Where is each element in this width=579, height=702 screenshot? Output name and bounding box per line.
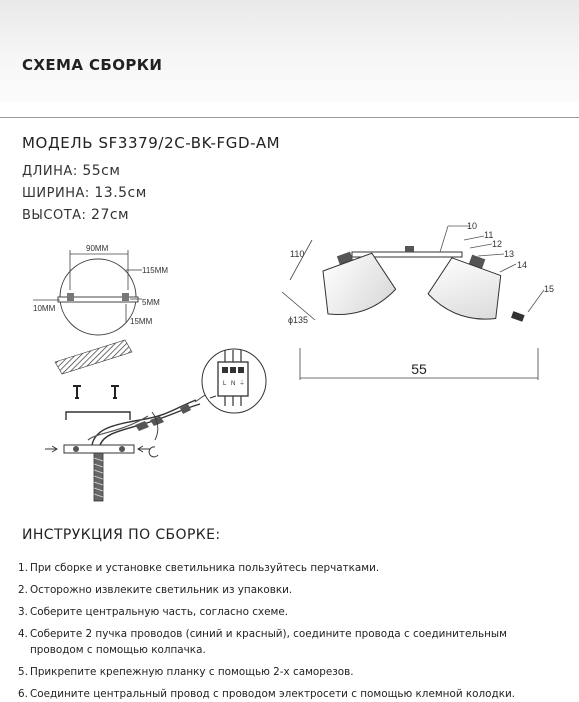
screw-left-icon <box>73 386 81 398</box>
mount-label-top-right: 115ММ <box>142 266 169 275</box>
instructions-title: ИНСТРУКЦИЯ ПО СБОРКЕ: <box>22 527 221 543</box>
part-label: 13 <box>504 249 515 259</box>
arrow-left-icon <box>138 446 150 452</box>
mount-label-mid-right: 5ММ <box>142 298 160 307</box>
ceiling-hatch <box>55 340 132 374</box>
mount-screw-right <box>122 293 129 301</box>
part-label: 12 <box>492 239 503 249</box>
shade-diameter-label: ϕ135 <box>288 315 309 325</box>
fixture-drawing <box>282 221 554 380</box>
svg-text:L: L <box>223 381 227 387</box>
shade-right <box>425 254 510 327</box>
part-label: 11 <box>484 230 494 240</box>
instruction-step: 3. Соберите центральную часть, согласно схеме. <box>18 606 289 618</box>
model-code: SF3379/2C-BK-FGD-AM <box>98 134 281 152</box>
arrow-right-icon <box>45 446 57 452</box>
mount-label-bottom-right: 15ММ <box>130 317 153 326</box>
part-label: 10 <box>467 221 478 231</box>
page-title: СХЕМА СБОРКИ <box>22 56 163 74</box>
instruction-step: 6. Соедините центральный провод с проводом электросети с помощью клемной колодки. <box>18 688 516 700</box>
svg-text:N: N <box>231 381 236 387</box>
mount-screw-left <box>67 293 74 301</box>
instruction-step: 2. Осторожно извлеките светильник из упаковки. <box>18 584 293 596</box>
canopy-mount-diagram <box>33 244 168 335</box>
dimension-label: ДЛИНА: <box>22 164 83 179</box>
instruction-step: 5. Прикрепите крепежную планку с помощью 2-х саморезов. <box>18 666 354 678</box>
mounting-bracket <box>66 412 130 420</box>
shade-left <box>314 250 399 323</box>
part-label: 14 <box>517 260 528 270</box>
bulb-base <box>511 311 525 322</box>
instruction-step: 4. Соберите 2 пучка проводов (синий и красный), соедините провода с соединительным проводом с помощью колпачка. <box>18 628 507 656</box>
dimension-value: 55см <box>82 163 121 179</box>
dimension-label: ВЫСОТА: <box>22 208 92 223</box>
shade-height-label: 110 <box>290 249 305 259</box>
svg-text:⏚: ⏚ <box>239 381 246 387</box>
dimension-value: 13.5см <box>94 185 147 201</box>
rotate-icon <box>149 447 158 457</box>
fixture-canopy <box>405 246 414 252</box>
instruction-step: 1. При сборке и установке светильника пользуйтесь перчатками. <box>18 562 380 574</box>
mount-width-label: 90ММ <box>86 244 109 253</box>
model-label: МОДЕЛЬ <box>22 134 94 152</box>
dimension-value: 27см <box>91 207 130 223</box>
installation-diagram <box>45 340 266 501</box>
length-dimension-label: 55 <box>411 361 427 377</box>
dimension-label: ШИРИНА: <box>22 186 95 201</box>
mount-label-left: 10ММ <box>33 304 56 313</box>
screw-right-icon <box>111 386 119 398</box>
part-label: 15 <box>544 284 555 294</box>
